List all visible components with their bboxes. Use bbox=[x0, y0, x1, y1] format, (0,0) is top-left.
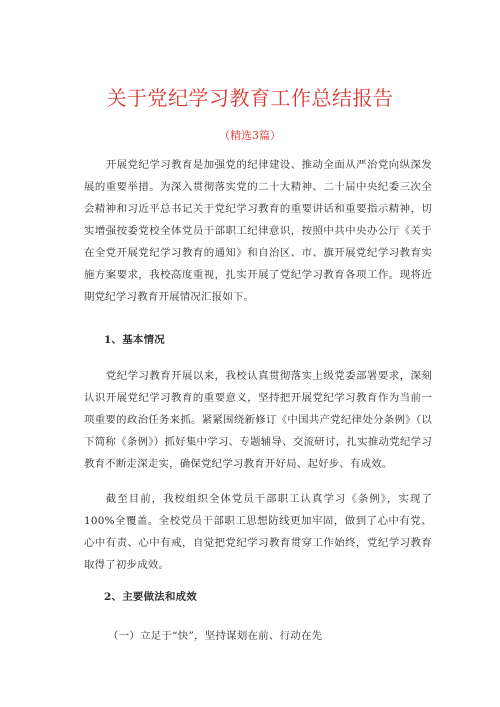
basic-situation-paragraph: 党纪学习教育开展以来，我校认真贯彻落实上级党委部署要求，深刻认识开展党纪学习教育的重要意义，坚持把开展党纪学习教育作为当前一项重要的政治任务来抓。紧紧围绕新修订《中国共产党纪律处分条例》（以下简称《条例》）抓好集中学习、专题辅导、交流研讨，扎实推动党纪学习教育不断走深走实，确保党纪学习教育开好局、起好步、有成效。 bbox=[84, 370, 432, 470]
document-subtitle: （精选3篇） bbox=[219, 129, 281, 142]
document-title: 关于党纪学习教育工作总结报告 bbox=[106, 86, 394, 110]
section-heading-basic: 1、基本情况 bbox=[104, 334, 165, 346]
section-heading-practices: 2、主要做法和成效 bbox=[104, 591, 198, 603]
progress-paragraph: 截至目前，我校组织全体党员干部职工认真学习《条例》，实现了100%全覆盖。全校党员干部职工思想防线更加牢固，做到了心中有党、心中有责、心中有戒，自觉把党纪学习教育贯穿工作始终，党纪学习教育取得了初步成效。 bbox=[84, 493, 432, 571]
intro-paragraph: 开展党纪学习教育是加强党的纪律建设、推动全面从严治党向纵深发展的重要举措。为深入贯彻落实党的二十大精神、二十届中央纪委三次全会精神和习近平总书记关于党纪学习教育的重要讲话和重要指示精神，切实增强按委党校全体党员干部职工纪律意识，按照中共中央办公厅《关于在全党开展党纪学习教育的通知》和自治区、市、旗开展党纪学习教育实施方案要求，我校高度重视，扎实开展了党纪学习教育各项工作。现将近期党纪学习教育开展情况汇报如下。 bbox=[84, 159, 432, 303]
subsection-heading-quick: （一）立足于“快”，坚持谋划在前、行动在先 bbox=[108, 630, 323, 642]
